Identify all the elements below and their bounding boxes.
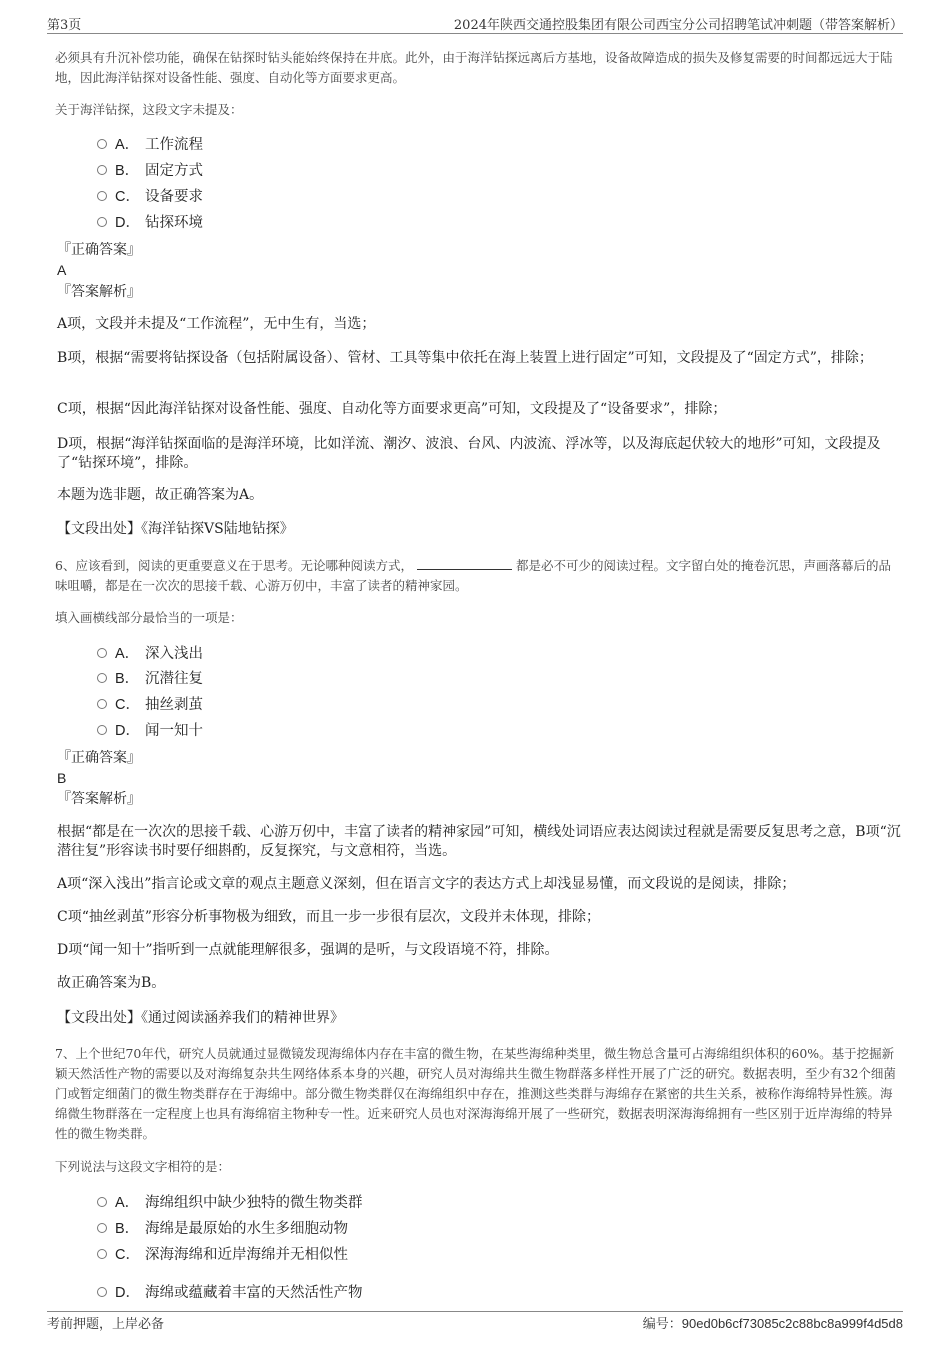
q7-stem: 下列说法与这段文字相符的是： (55, 1159, 231, 1174)
q6-analysis-c: C项“抽丝剥茧”形容分析事物极为细致，而且一步一步很有层次，文段并未体现，排除； (57, 909, 601, 925)
q6-analysis-label: 『答案解析』 (57, 791, 141, 807)
answer-blank (417, 557, 512, 570)
q7-passage: 7、上个世纪70年代，研究人员就通过显微镜发现海绵体内存在丰富的微生物，在某些海绵种类里，微生物总含量可占海绵组织体积的60%。基于挖掘新颖天然活性产物的需要以及对海绵复杂共生网络体系本身的兴趣，研究人员对海绵共生微生物群落多样性开展了广泛的研究。数据表明，至少有32个细菌门或暂定细菌门的微生物类群存在于海绵中。部分微生物类群仅在海绵组织中存在，推测这些类群与海绵存在紧密的共生关系，被称作海绵特异性簇。海绵微生物群落在一定程度上也具有海绵宿主物种专一性。近来研究人员也对深海海绵开展了一些研究，数据表明深海海绵拥有一些区别于近岸海绵的特异性的微生物类群。 (55, 1046, 896, 1141)
q6-option-b[interactable]: B． 沉潜往复 (97, 668, 203, 690)
q5-passage-tail: 必须具有升沉补偿功能，确保在钻探时钻头能始终保持在井底。此外，由于海洋钻探远离后方基地，设备故障造成的损失及修复需要的时间都远远大于陆地，因此海洋钻探对设备性能、强度、自动化等方面要求更高。 (55, 50, 893, 85)
q5-correct-label: 『正确答案』 (57, 242, 141, 258)
radio-icon[interactable] (97, 217, 107, 227)
q5-analysis-a: A项，文段并未提及“工作流程”，无中生有，当选； (57, 316, 376, 332)
radio-icon[interactable] (97, 648, 107, 658)
q5-analysis-label: 『答案解析』 (57, 284, 141, 300)
footer-slogan: 考前押题，上岸必备 (47, 1317, 165, 1332)
q5-correct-value: A (57, 262, 67, 278)
radio-icon[interactable] (97, 1249, 107, 1259)
radio-icon[interactable] (97, 191, 107, 201)
q5-analysis-b: B项，根据“需要将钻探设备（包括附属设备）、管材、工具等集中依托在海上装置上进行固定”可知，文段提及了“固定方式”，排除； (57, 350, 873, 366)
page-footer (47, 1313, 903, 1333)
q5-analysis-c: C项，根据“因此海洋钻探对设备性能、强度、自动化等方面要求更高”可知，文段提及了“设备要求”，排除； (57, 401, 727, 417)
radio-icon[interactable] (97, 699, 107, 709)
page-header (47, 14, 903, 34)
header-divider (47, 33, 903, 34)
q5-option-c[interactable]: C． 设备要求 (97, 186, 203, 208)
footer-divider (47, 1311, 903, 1312)
q5-conclusion: 本题为选非题，故正确答案为A。 (57, 487, 264, 503)
q6-correct-label: 『正确答案』 (57, 750, 141, 766)
q6-conclusion: 故正确答案为B。 (57, 975, 166, 991)
q6-passage: 6、应该看到，阅读的更重要意义在于思考。无论哪种阅读方式， 都是必不可少的阅读过程。文字留白处的掩卷沉思，声画落幕后的品味咀嚼，都是在一次次的思接千载、心游万仞中，丰富了读者的精神家园。 (55, 558, 891, 593)
radio-icon[interactable] (97, 139, 107, 149)
q5-option-d[interactable]: D． 钻探环境 (97, 212, 203, 234)
q6-correct-value: B (57, 770, 67, 786)
q5-option-b[interactable]: B． 固定方式 (97, 160, 203, 182)
radio-icon[interactable] (97, 1287, 107, 1297)
q7-option-c[interactable]: C． 深海海绵和近岸海绵并无相似性 (97, 1244, 348, 1266)
q6-source: 【文段出处】《通过阅读涵养我们的精神世界》 (57, 1010, 344, 1026)
q5-stem: 关于海洋钻探，这段文字未提及： (55, 102, 243, 117)
q6-stem: 填入画横线部分最恰当的一项是： (55, 610, 243, 625)
q6-analysis-main: 根据“都是在一次次的思接千载、心游万仞中，丰富了读者的精神家园”可知，横线处词语应表达阅读过程就是需要反复思考之意，B项“沉潜往复”形容读书时要仔细斟酌，反复探究，与文意相符，当选。 (57, 824, 901, 859)
q7-option-d[interactable]: D． 海绵或蕴藏着丰富的天然活性产物 (97, 1282, 363, 1304)
document-code: 编号：90ed0b6cf73085c2c88bc8a999f4d5d8 (642, 1316, 903, 1332)
page-number: 第3页 (47, 18, 82, 33)
q7-option-a[interactable]: A． 海绵组织中缺少独特的微生物类群 (97, 1192, 363, 1214)
radio-icon[interactable] (97, 165, 107, 175)
radio-icon[interactable] (97, 725, 107, 735)
q6-option-d[interactable]: D． 闻一知十 (97, 720, 203, 742)
radio-icon[interactable] (97, 1197, 107, 1207)
q6-option-a[interactable]: A． 深入浅出 (97, 643, 203, 665)
q6-analysis-d: D项“闻一知十”指听到一点就能理解很多，强调的是听，与文段语境不符，排除。 (57, 942, 559, 958)
document-title: 2024年陕西交通控股集团有限公司西宝分公司招聘笔试冲刺题（带答案解析） (453, 18, 903, 33)
q7-option-b[interactable]: B． 海绵是最原始的水生多细胞动物 (97, 1218, 348, 1240)
q6-option-c[interactable]: C． 抽丝剥茧 (97, 694, 203, 716)
q5-analysis-d: D项，根据“海洋钻探面临的是海洋环境，比如洋流、潮汐、波浪、台风、内波流、浮冰等，以及海底起伏较大的地形”可知，文段提及了“钻探环境”，排除。 (57, 436, 881, 471)
q6-analysis-a: A项“深入浅出”指言论或文章的观点主题意义深刻，但在语言文字的表达方式上却浅显易懂，而文段说的是阅读，排除； (57, 876, 796, 892)
q5-option-a[interactable]: A． 工作流程 (97, 134, 203, 156)
radio-icon[interactable] (97, 1223, 107, 1233)
q5-source: 【文段出处】《海洋钻探VS陆地钻探》 (57, 521, 294, 537)
radio-icon[interactable] (97, 673, 107, 683)
